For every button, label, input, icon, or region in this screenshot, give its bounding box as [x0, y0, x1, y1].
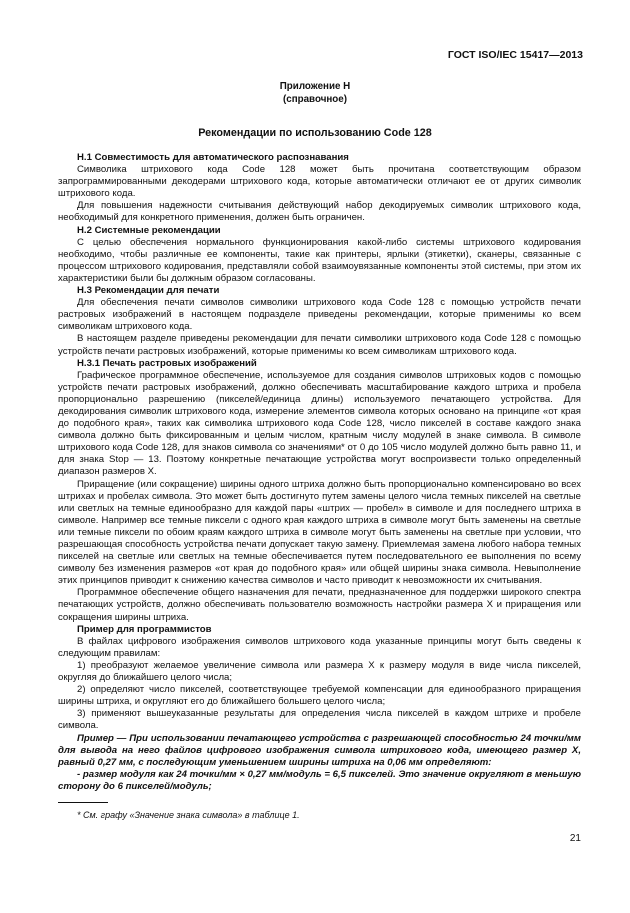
- standard-header: ГОСТ ISO/IEC 15417—2013: [447, 49, 583, 61]
- paragraph: Для повышения надежности считывания действующий набор декодируемых символик штрихового кода, необходимый для конкретного применения, должен быть ограничен.: [58, 200, 581, 224]
- annex-title: Рекомендации по использованию Code 128: [198, 127, 432, 139]
- document-body: [58, 152, 581, 793]
- section-heading: Н.1 Совместимость для автоматического распознавания: [77, 152, 349, 163]
- subsection-heading: Н.3.1 Печать растровых изображений: [77, 357, 257, 369]
- footnote: * См. графу «Значение знака символа» в таблице 1.: [77, 810, 300, 820]
- paragraph: Приращение (или сокращение) ширины одного штриха должно быть пропорционально компенсировано во всех штрихах и пробелах символа. Это может быть достигнуто путем замены целого числа темных пикселей на светлые или светлых на темные единообразно для каждой пары «штрих — пробел» в символе и для последнего штриха в символе. Например все темные пиксели с одного края каждого штриха в символе могут быть заменены на светлые или темные пиксели по обоим краям каждого штриха в символе могут быть заменены на светлые при условии, что разрешающая способность устройства печати допускает такую замену. Приемлемая замена любого набора темных пикселей на светлые или светлых на темные обеспечивается путем последовательного ее выполнения по всему символу без изменения размеров «от края до подобного края» или общей ширины знака символа. Невыполнение этих принципов приводит к снижению качества символов и часто приводит к невозможности их считывания.: [58, 478, 581, 587]
- list-item: 3) применяют вышеуказанные результаты для определения числа пикселей в каждом штрихе и пробеле символа.: [58, 708, 581, 732]
- annex-type: (справочное): [283, 94, 347, 105]
- paragraph: Символика штрихового кода Code 128 может быть прочитана соответствующим образом запрограммированными декодерами штрихового кода, которые автоматически отличают ее от других символик штрихового кода.: [58, 164, 581, 200]
- page-number: 21: [569, 833, 581, 844]
- section-heading: Н.2 Системные рекомендации: [77, 224, 221, 236]
- footnote-divider: [58, 802, 108, 803]
- example-heading: Пример для программистов: [77, 623, 212, 635]
- paragraph: С целью обеспечения нормального функционирования какой-либо системы штрихового кодирования необходимо, чтобы различные ее компоненты, такие как принтеры, ярлыки (этикетки), сканеры, связанные с процессом штрихового кодирования, представляли собой взаимоувязанные компоненты этой системы, при этом их характеристики были бы должным образом согласованы.: [58, 236, 581, 284]
- example-paragraph: - размер модуля как 24 точки/мм × 0,27 мм/модуль = 6,5 пикселей. Это значение округляют в меньшую сторону до 6 пикселей/модуль;: [58, 768, 581, 792]
- section-heading: Н.3 Рекомендации для печати: [77, 285, 220, 297]
- paragraph: Графическое программное обеспечение, используемое для создания символов штриховых кодов с помощью устройств печати растровых изображений, должно обеспечивать масштабирование каждого штриха и пробела пропорционально разрешению (пикселей/единица длины) используемого печатающего устройства. Для декодирования символик штрихового кода, измерение элементов символа которых основано на принципе «от края до подобного края», таких как символика штрихового кода Code 128, число пикселей в составе каждого знака символа должно быть фиксированным и целым числом, кратным числу модулей в знаке символа. В символе штрихового кода Code 128, для знаков символа со значениями* от 0 до 105 число модулей должно быть равно 11, и для знака Stop — 13. Поэтому конкретные печатающие устройства могут воспроизвести только определенный диапазон размеров X.: [58, 369, 581, 478]
- list-item: 1) преобразуют желаемое увеличение символа или размера X к размеру модуля в виде числа пикселей, округляя до ближайшего целого числа;: [58, 659, 581, 684]
- paragraph: Для обеспечения печати символов символики штрихового кода Code 128 с помощью устройств печати растровых изображений в настоящем подразделе приведены рекомендации, которые применимы ко всем символикам штрихового кода.: [58, 297, 581, 333]
- paragraph: В файлах цифрового изображения символов штрихового кода указанные принципы могут быть сведены к следующим правилам:: [58, 635, 581, 659]
- annex-label: Приложение Н: [279, 81, 351, 92]
- list-item: 2) определяют число пикселей, соответствующее требуемой компенсации для единообразного приращения ширины штриха, и округляют его до ближайшего большего целого числа;: [58, 684, 581, 708]
- example-paragraph: Пример — При использовании печатающего устройства с разрешающей способностью 24 точки/мм для вывода на него файлов цифрового изображения символа штрихового кода, имеющего размер X, равный 0,27 мм, с последующим уменьшением ширины штриха на 0,06 мм определяют:: [58, 732, 581, 768]
- paragraph: Программное обеспечение общего назначения для печати, предназначенное для поддержки широкого спектра печатающих устройств, должно обеспечивать пользователю возможность настройки размера X и приращения или сокращения ширины штриха.: [58, 587, 581, 623]
- paragraph: В настоящем разделе приведены рекомендации для печати символики штрихового кода Code 128 с помощью устройств печати растровых изображений, которые применимы ко всем символикам штрихового кода.: [58, 333, 581, 357]
